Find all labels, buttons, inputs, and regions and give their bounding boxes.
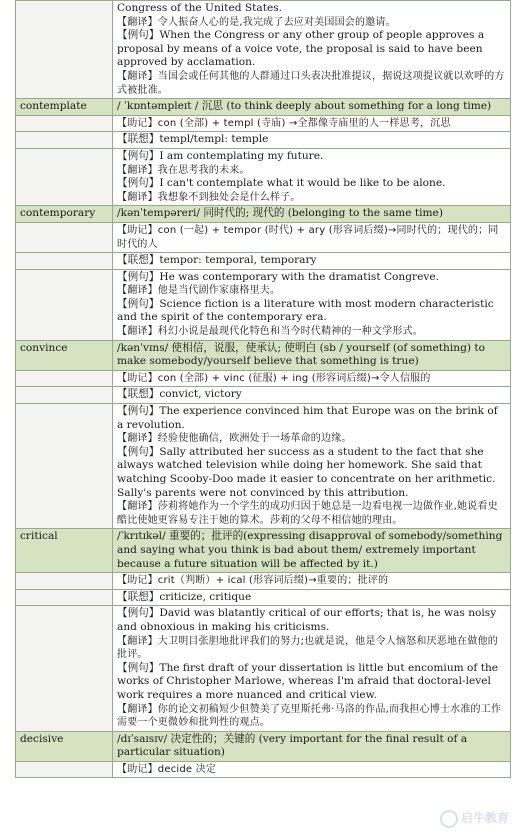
table-row [16,269,511,340]
definition-cell: /dɪˈsaɪsɪv/ 决定性的；关键的 (very important for the final result of a particular situation) [113,731,511,761]
entry-line: 【助记】con (一起) + tempor (时代) + ary (形容词后缀)→同时代的；现代的；同时代的人 [117,224,499,250]
table-row [16,115,511,132]
vocabulary-table [15,0,511,778]
content-cell [113,1,511,99]
example-line: Congress of the United States. [117,2,283,14]
entry-line: 【联想】templ/templ: temple [117,133,269,146]
headword: critical [16,529,113,573]
table-row [16,132,511,149]
entry-header-row [16,340,511,370]
content-cell [113,222,511,252]
headword: convince [16,340,113,370]
word-cell-empty [16,269,113,340]
word-cell-empty [16,606,113,731]
content-cell [113,404,511,529]
table-row [16,370,511,387]
entry-line: 【翻译】大卫明目张胆地批评我们的努力;也就是说，他是令人恼怒和厌恶地在做他的批评。 [117,635,498,661]
entry-line: 【助记】crit（判断）+ ical (形容词后缀)→重要的；批评的 [117,575,389,587]
entry-line: 【例句】He was contemporary with the dramatist Congreve. [117,270,439,283]
entry-line: 【助记】con (全部) + vinc (征服) + ing (形容词后缀)→令人信服的 [117,372,431,384]
content-cell [113,370,511,387]
entry-line: 【例句】The first draft of your dissertation is little but encomium of the works of Christopher Marlowe, whereas I'm afraid that doctoral-level work requires a more nuanced and critical view. [117,661,499,701]
table-row [16,222,511,252]
content-cell [113,115,511,132]
entry-header-row [16,529,511,573]
word-cell-empty [16,115,113,132]
content-cell [113,253,511,270]
table-row [16,589,511,606]
word-cell-empty [16,387,113,404]
entry-line: 【例句】I am contemplating my future. [117,149,324,162]
headword: contemplate [16,99,113,116]
entry-line: 【例句】Sally attributed her success as a student to the fact that she always watched television while doing her homework. She said that watching Scooby-Doo made it easier to concentrate on her arithmetic. Sally's parents were not convinced by this attribution. [117,445,496,499]
logo-ring-icon [440,810,458,828]
table-row [16,573,511,590]
entry-line: 【联想】tempor: temporal, temporary [117,254,317,267]
entry-line: 【联想】criticize, critique [117,590,252,603]
definition-cell: /kənˈtempəreri/ 同时代的; 现代的 (belonging to the same time) [113,206,511,223]
table-row [16,148,511,205]
table-row [16,387,511,404]
entry-line: 【翻译】他是当代剧作家康格里夫。 [117,285,281,297]
entry-header-row [16,206,511,223]
content-cell [113,573,511,590]
entry-line: 【翻译】莎莉将她作为一个学生的成功归因于她总是一边看电视一边做作业,她说看史酷比使她更容易专注于她的算术。莎莉的父母不相信她的理由。 [117,501,498,526]
word-cell-empty [16,404,113,529]
word-cell-empty [16,573,113,590]
watermark-logo [440,808,512,830]
entry-line: 【翻译】科幻小说是最现代化特色和当今时代精神的一种文学形式。 [117,326,423,338]
headword: decisive [16,731,113,761]
entry-header-row [16,731,511,761]
word-cell-empty [16,148,113,205]
table-row [16,761,511,778]
entry-line: 【翻译】经验使他确信，欧洲处于一场革命的边缘。 [117,433,352,445]
entry-line: 【例句】The experience convinced him that Europe was on the brink of a revolution. [117,405,498,431]
example-line: 【翻译】令人振奋人心的是,我完成了去应对美国国会的邀请。 [117,16,396,28]
table-row [16,1,511,99]
watermark-text: 启牛教育 [461,811,510,826]
entry-line: 【联想】convict, victory [117,388,242,401]
definition-cell: /kənˈvɪns/ 使相信，说服，使承认; 使明白 (sb / yourself (of something) to make somebody/yourself believe that something is true) [113,340,511,370]
word-cell-empty [16,589,113,606]
entry-line: 【例句】Science fiction is a literature with most modern characteristic and the spirit of the contemporary era. [117,297,494,324]
content-cell [113,606,511,731]
table-row [16,404,511,529]
content-cell [113,148,511,205]
headword: contemporary [16,206,113,223]
word-cell-empty [16,370,113,387]
vocabulary-table-body [16,1,511,778]
word-cell-empty [16,1,113,99]
entry-line: 【翻译】我想象不到独处会是什么样子。 [117,191,301,203]
entry-line: 【例句】David was blatantly critical of our efforts; that is, he was noisy and obnoxious in making his criticisms. [117,607,497,633]
entry-line: 【例句】I can't contemplate what it would be like to be alone. [117,177,446,190]
example-line: 【例句】When the Congress or any other group of people approves a proposal by means of a voice vote, the proposal is said to have been approved by acclamation. [117,29,485,69]
table-row [16,253,511,270]
content-cell [113,269,511,340]
entry-line: 【助记】decide 决定 [117,763,217,775]
example-line: 【翻译】当国会或任何其他的人群通过口头表决批准提议，据说这项提议就以欢呼的方式被批准。 [117,70,505,96]
entry-line: 【翻译】你的论文初稿短少但赞美了克里斯托弗·马洛的作品,而我担心博士水准的工作需要一个更微妙和批判性的观点。 [117,703,502,729]
entry-line: 【助记】con (全部) + templ (寺庙) →全都像寺庙里的人一样思考，沉思 [117,117,451,129]
content-cell [113,132,511,149]
word-cell-empty [16,253,113,270]
entry-header-row [16,99,511,116]
content-cell [113,761,511,778]
word-cell-empty [16,222,113,252]
content-cell [113,387,511,404]
table-row [16,606,511,731]
definition-cell: /ˈkrɪtɪkəl/ 重要的；批评的(expressing disapproval of somebody/something and saying what you think is bad about them/ extremely important because a future situation will be affected by it.) [113,529,511,573]
definition-cell: / ˈkɒntəmpleɪt / 沉思 (to think deeply about something for a long time) [113,99,511,116]
word-cell-empty [16,132,113,149]
content-cell [113,589,511,606]
word-cell-empty [16,761,113,778]
entry-line: 【翻译】我在思考我的未来。 [117,164,250,176]
